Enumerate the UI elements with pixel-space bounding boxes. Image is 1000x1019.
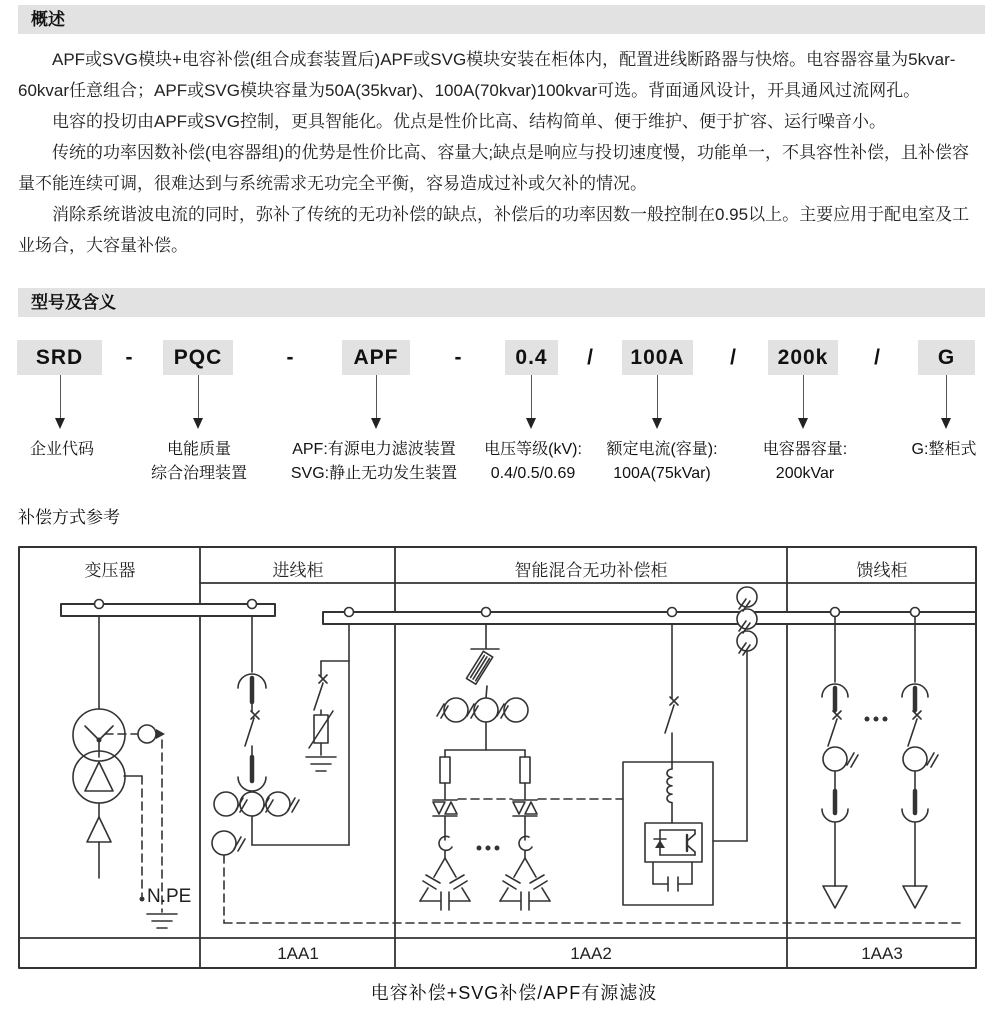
model-separator: - xyxy=(125,346,133,369)
overview-paragraph: 传统的功率因数补偿(电容器组)的优势是性价比高、容量大;缺点是响应与投切速度慢，功能单一，不具容性补偿，且补偿容量不能连续可调，很难达到与系统需求无功完全平衡，容易造成过补或欠补的情况。 xyxy=(18,143,970,193)
model-desc-cabinet: G:整柜式 xyxy=(911,441,977,458)
model-separator: / xyxy=(730,346,736,369)
control-dashed-lines xyxy=(224,799,962,923)
model-separator: / xyxy=(874,346,880,369)
column-header-incoming: 进线柜 xyxy=(272,561,324,580)
model-box-current: 100A xyxy=(622,340,693,375)
cabinet-id-1aa2: 1AA2 xyxy=(570,944,612,963)
model-box-cabinet: G xyxy=(918,340,975,375)
model-desc-current: 额定电流(容量): 100A(75kVar) xyxy=(606,441,718,482)
column-header-compensation: 智能混合无功补偿柜 xyxy=(514,561,668,580)
model-box-apf: APF xyxy=(342,340,410,375)
npe-label: N.PE xyxy=(147,886,192,907)
ct-string xyxy=(737,587,757,655)
busbar-secondary xyxy=(323,608,976,625)
diagram-caption: 电容补偿+SVG补偿/APF有源滤波 xyxy=(370,983,658,1003)
overview-paragraph: 消除系统谐波电流的同时，弥补了传统的无功补偿的缺点，补偿后的功率因数一般控制在0.95以上。主要应用于配电室及工业场合，大容量补偿。 xyxy=(18,205,970,255)
surge-arrester-branch xyxy=(306,661,349,771)
model-desc-voltage: 电压等级(kV): 0.4/0.5/0.69 xyxy=(484,441,582,482)
capacitor-filter-feeder xyxy=(437,624,528,750)
model-desc-quality: 电能质量 综合治理装置 xyxy=(150,441,248,482)
model-separator: - xyxy=(454,346,462,369)
model-desc-capacity: 电容器容量: 200kVar xyxy=(762,441,848,482)
cabinet-id-1aa1: 1AA1 xyxy=(277,944,319,963)
model-box-pqc: PQC xyxy=(163,340,233,375)
column-header-transformer: 变压器 xyxy=(84,561,136,580)
model-desc-company: 企业代码 xyxy=(29,441,95,458)
model-box-srd: SRD xyxy=(17,340,102,375)
model-box-voltage: 0.4 xyxy=(505,340,558,375)
diagram-title: 补偿方式参考 xyxy=(18,508,120,527)
transformer-symbol xyxy=(73,616,125,878)
svg-apf-module-branch xyxy=(623,624,747,905)
overview-title: 概述 xyxy=(31,10,65,29)
model-box-capacity: 200k xyxy=(768,340,838,375)
model-title: 型号及含义 xyxy=(31,293,116,312)
column-header-feeder: 馈线柜 xyxy=(856,561,908,580)
cabinet-id-1aa3: 1AA3 xyxy=(861,944,903,963)
model-desc-apf-svg: APF:有源电力滤波装置 SVG:静止无功发生装置 xyxy=(290,441,458,482)
busbar-main xyxy=(61,600,275,617)
overview-paragraph: APF或SVG模块+电容补偿(组合成套装置后)APF或SVG模块安装在柜体内，配置进线断路器与快熔。电容器容量为5kvar-60kvar任意组合；APF或SVG模块容量为50A(35kvar)、100A(70kvar)100kvar可选。背面通风设计，开具通风过流网孔。 xyxy=(18,50,956,100)
overview-paragraph: 电容的投切由APF或SVG控制，更具智能化。优点是性价比高、结构简单、便于维护、便于扩容、运行噪音小。 xyxy=(52,112,886,131)
model-separator: / xyxy=(587,346,593,369)
model-separator: - xyxy=(286,346,294,369)
